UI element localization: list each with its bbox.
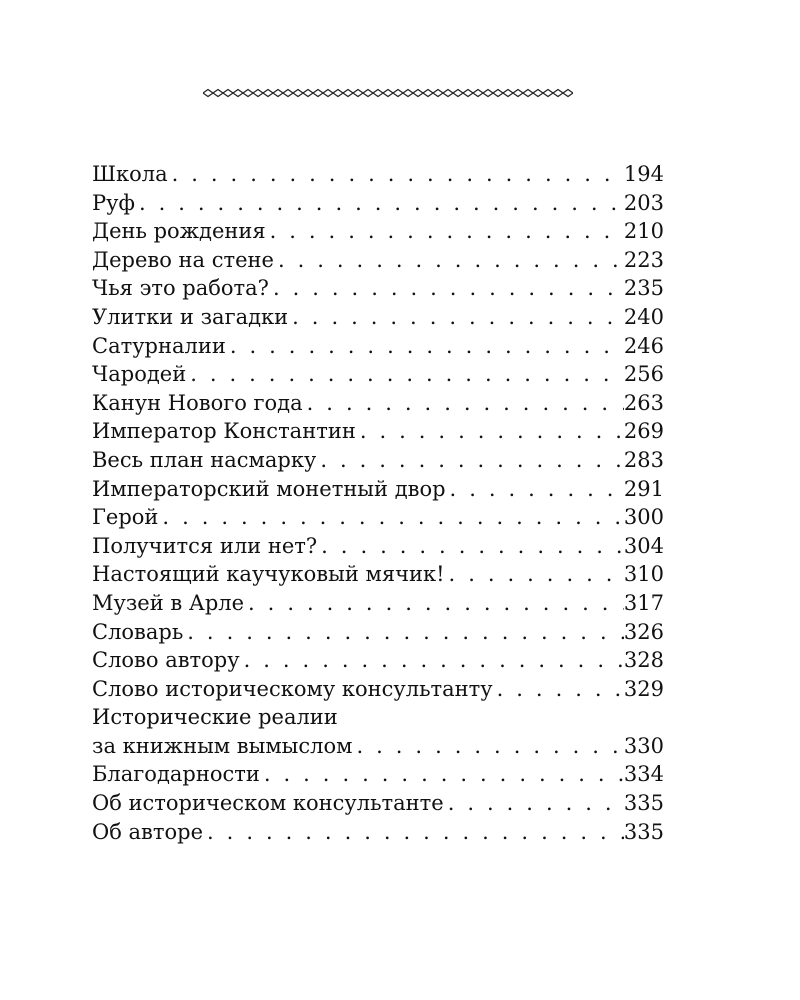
- ornament-diamond: [303, 90, 313, 97]
- dot-leader: [316, 446, 624, 475]
- ornament-diamond: [513, 90, 523, 97]
- toc-entry-page: 310: [623, 562, 664, 587]
- toc-entry-title: Школа: [92, 162, 168, 186]
- toc-entry-title: Чья это работа?: [92, 276, 269, 301]
- ornament-diamond: [293, 90, 303, 97]
- toc-entry-title: Настоящий каучуковый мячик!: [92, 562, 445, 587]
- ornament-diamond: [543, 90, 553, 97]
- toc-entry-page: 300: [623, 505, 664, 530]
- ornament-diamond: [313, 90, 323, 97]
- toc-entry[interactable]: [92, 789, 664, 818]
- toc-entry-page: 334: [623, 762, 664, 787]
- dot-leader: [183, 618, 624, 647]
- dot-leader: [444, 789, 624, 818]
- toc-entry-title: Императорский монетный двор: [92, 476, 446, 501]
- ornament-diamond: [523, 90, 533, 97]
- toc-entry-title: Чародей: [92, 362, 187, 387]
- toc-entry-title: Музей в Арле: [92, 590, 245, 615]
- toc-entry[interactable]: [92, 389, 664, 418]
- ornament-diamond: [503, 90, 513, 97]
- dot-leader: [244, 589, 624, 618]
- toc-entry[interactable]: [92, 818, 664, 847]
- toc-entry-page: 328: [623, 648, 664, 673]
- dot-leader: [269, 274, 624, 303]
- toc-entry-title: Словарь: [92, 619, 184, 644]
- toc-entry-title: Канун Нового года: [92, 390, 303, 415]
- toc-entry-page: 194: [623, 162, 664, 186]
- ornament-diamond: [363, 90, 373, 97]
- toc-entry-title: за книжным вымыслом: [92, 733, 353, 758]
- toc-entry[interactable]: [92, 274, 664, 303]
- toc-entry-title: Получится или нет?: [92, 533, 318, 558]
- toc-entry-title: Герой: [92, 505, 159, 530]
- ornament-diamond: [253, 90, 263, 97]
- ornament-diamond: [403, 90, 413, 97]
- dot-leader: [135, 189, 624, 218]
- ornament-diamond: [333, 90, 343, 97]
- toc-entry[interactable]: [92, 560, 664, 589]
- toc-entry[interactable]: [92, 189, 664, 218]
- toc-entry-page: 240: [623, 304, 664, 329]
- dot-leader: [288, 303, 624, 332]
- toc-entry[interactable]: [92, 417, 664, 446]
- ornament-diamond: [373, 90, 383, 97]
- toc-entry-title: Улитки и загадки: [92, 304, 289, 329]
- toc-entry[interactable]: [92, 332, 664, 361]
- dot-leader: [186, 360, 624, 389]
- ornament-diamond: [323, 90, 333, 97]
- ornament-diamond: [353, 90, 363, 97]
- ornament-diamond: [493, 90, 503, 97]
- toc-entry[interactable]: [92, 532, 664, 561]
- toc-entry[interactable]: [92, 217, 664, 246]
- ornament-diamond: [283, 90, 293, 97]
- dot-leader: [203, 818, 624, 847]
- toc-entry-title: Об историческом консультанте: [92, 791, 444, 816]
- ornament-diamond: [413, 90, 423, 97]
- ornament-diamond: [533, 90, 543, 97]
- dot-leader: [240, 646, 624, 675]
- toc-entry-page: 235: [623, 276, 664, 301]
- dot-leader: [158, 503, 623, 532]
- ornament-diamond: [473, 90, 483, 97]
- ornament-diamond: [553, 90, 563, 97]
- toc-entry[interactable]: [92, 618, 664, 647]
- toc-entry-page: 256: [623, 362, 664, 387]
- dot-leader: [274, 246, 624, 275]
- toc-entry[interactable]: [92, 475, 664, 504]
- toc-entry-page: 269: [623, 419, 664, 444]
- toc-entry-page: 335: [623, 819, 664, 844]
- toc-entry-title: Слово историческому консультанту: [92, 676, 493, 701]
- toc-entry-page: 203: [623, 190, 664, 215]
- toc-entry-title: Благодарности: [92, 762, 260, 787]
- ornament-diamond: [243, 90, 253, 97]
- toc-entry-page: 246: [623, 333, 664, 358]
- toc-entry-title: День рождения: [92, 219, 266, 244]
- toc-entry-page: 329: [623, 676, 664, 701]
- toc-entry-page: 317: [623, 590, 664, 615]
- ornament-diamond: [463, 90, 473, 97]
- dot-leader: [168, 160, 624, 189]
- ornament-diamond: [433, 90, 443, 97]
- dot-leader: [260, 760, 624, 789]
- toc-entry-title: Об авторе: [92, 819, 204, 844]
- ornament-diamond: [483, 90, 493, 97]
- toc-entry[interactable]: [92, 446, 664, 475]
- toc-entry-page: 326: [623, 619, 664, 644]
- ornament-diamond: [343, 90, 353, 97]
- dot-leader: [303, 389, 624, 418]
- dot-leader: [226, 332, 624, 361]
- toc-entry-page: 304: [623, 533, 664, 558]
- toc-entry-page: 283: [623, 447, 664, 472]
- dot-leader: [445, 560, 624, 589]
- ornament-diamond: [263, 90, 273, 97]
- ornament-diamond: [273, 90, 283, 97]
- table-of-contents: [92, 160, 664, 846]
- toc-entry[interactable]: [92, 703, 664, 760]
- toc-entry[interactable]: [92, 760, 664, 789]
- toc-entry[interactable]: [92, 246, 664, 275]
- ornament-diamond: [453, 90, 463, 97]
- dot-leader: [352, 732, 623, 761]
- ornament-diamond: [443, 90, 453, 97]
- ornament-diamond: [233, 90, 243, 97]
- toc-entry-title: Руф: [92, 190, 135, 215]
- ornament-diamond: [383, 90, 393, 97]
- ornament-diamond: [393, 90, 403, 97]
- toc-entry[interactable]: [92, 503, 664, 532]
- dot-leader: [493, 675, 624, 704]
- dot-leader: [317, 532, 624, 561]
- toc-entry-title: Слово автору: [92, 648, 240, 673]
- toc-entry-title-line1: Исторические реалии: [92, 705, 338, 730]
- toc-entry-title: Дерево на стене: [92, 247, 274, 272]
- toc-entry[interactable]: [92, 646, 664, 675]
- toc-entry-page: 291: [623, 476, 664, 501]
- ornament-diamond: [423, 90, 433, 97]
- dot-leader: [446, 475, 624, 504]
- toc-entry[interactable]: [92, 589, 664, 618]
- toc-entry-title: Император Константин: [92, 419, 356, 444]
- ornament-diamond: [223, 90, 233, 97]
- toc-entry-page: 330: [623, 733, 664, 758]
- dot-leader: [356, 417, 624, 446]
- toc-entry[interactable]: [92, 303, 664, 332]
- ornament-diamond: [563, 90, 573, 97]
- toc-entry-page: 335: [623, 791, 664, 816]
- toc-entry-page: 223: [623, 247, 664, 272]
- ornament-diamond: [213, 90, 223, 97]
- toc-entry[interactable]: [92, 360, 664, 389]
- toc-entry-title: Весь план насмарку: [92, 447, 317, 472]
- toc-entry-title: Сатурналии: [92, 333, 226, 358]
- dot-leader: [266, 217, 624, 246]
- toc-entry[interactable]: [92, 160, 664, 189]
- toc-entry-page: 263: [623, 390, 664, 415]
- toc-entry[interactable]: [92, 675, 664, 704]
- ornament-diamond: [203, 90, 213, 97]
- decorative-border-ornament: [203, 87, 573, 99]
- toc-entry-page: 210: [623, 219, 664, 244]
